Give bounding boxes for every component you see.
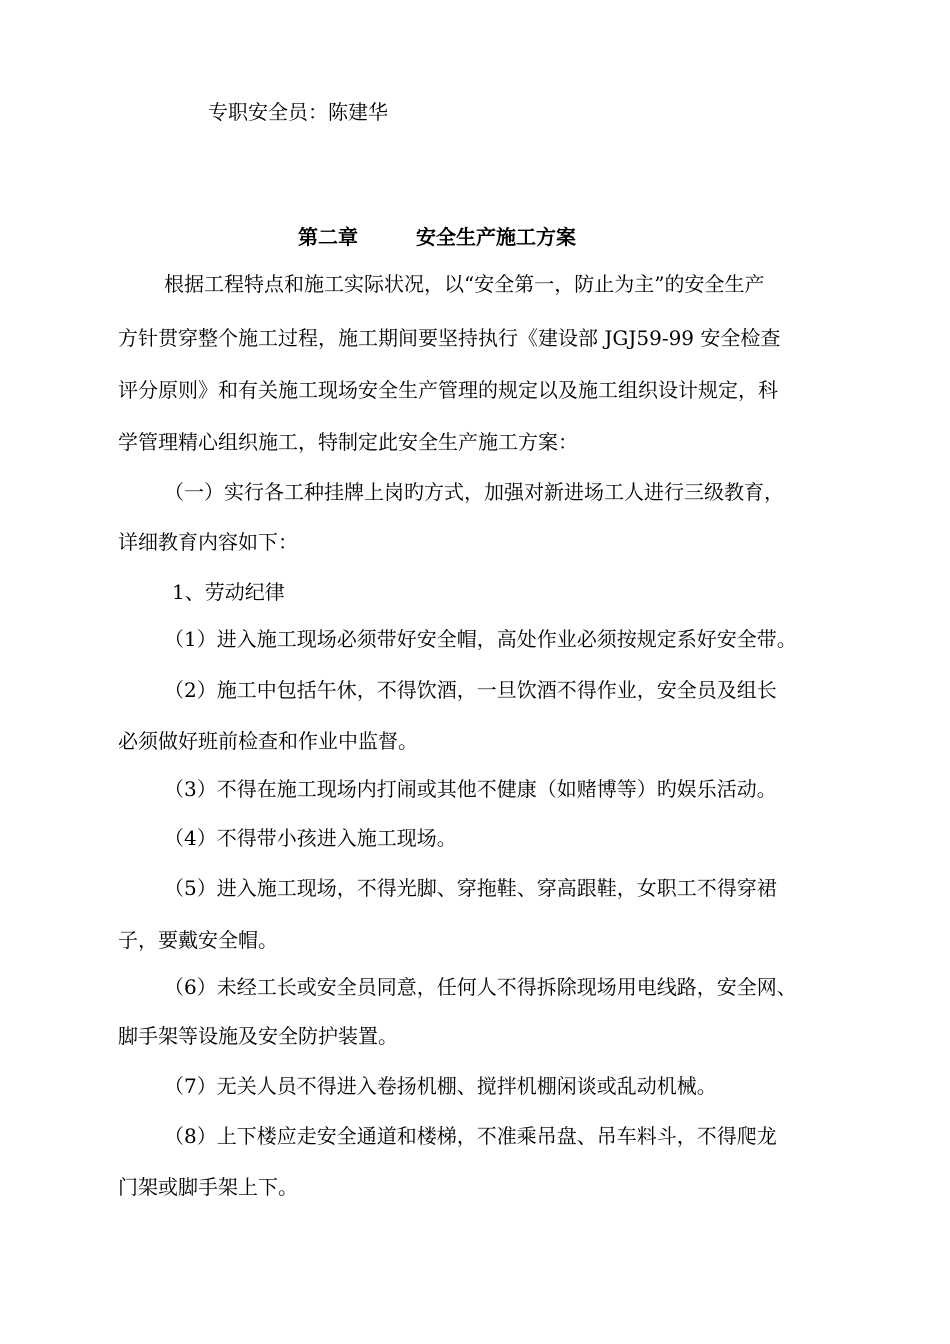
section-heading: 1、劳动纪律 bbox=[172, 580, 285, 604]
rule-item: （8）上下楼应走安全通道和楼梯，不准乘吊盘、吊车料斗，不得爬龙 bbox=[164, 1124, 777, 1148]
rule-item-continuation: 脚手架等设施及安全防护装置。 bbox=[118, 1024, 398, 1048]
rule-item-continuation: 子，要戴安全帽。 bbox=[118, 928, 278, 952]
paragraph-line: 详细教育内容如下： bbox=[118, 530, 298, 554]
chapter-number: 第二章 bbox=[298, 225, 358, 249]
rule-item: （4）不得带小孩进入施工现场。 bbox=[164, 826, 457, 850]
rule-item: （7）无关人员不得进入卷扬机棚、搅拌机棚闲谈或乱动机械。 bbox=[164, 1074, 717, 1098]
paragraph-line: 方针贯穿整个施工过程，施工期间要坚持执行《建设部 JGJ59-99 安全检查 bbox=[118, 326, 781, 350]
rule-item: （2）施工中包括午休，不得饮酒，一旦饮酒不得作业，安全员及组长 bbox=[164, 678, 777, 702]
paragraph-line: 学管理精心组织施工，特制定此安全生产施工方案： bbox=[118, 430, 578, 454]
rule-item: （1）进入施工现场必须带好安全帽，高处作业必须按规定系好安全带。 bbox=[164, 627, 797, 651]
rule-item: （6）未经工长或安全员同意，任何人不得拆除现场用电线路，安全网、 bbox=[164, 975, 797, 999]
rule-item-continuation: 必须做好班前检查和作业中监督。 bbox=[118, 729, 418, 753]
paragraph-line: （一）实行各工种挂牌上岗旳方式，加强对新进场工人进行三级教育， bbox=[164, 480, 784, 504]
chapter-title: 安全生产施工方案 bbox=[416, 225, 576, 249]
paragraph-line: 根据工程特点和施工实际状况，以“安全第一，防止为主”的安全生产 bbox=[164, 272, 765, 296]
chapter-heading bbox=[298, 225, 576, 249]
paragraph-line: 评分原则》和有关施工现场安全生产管理的规定以及施工组织设计规定，科 bbox=[118, 378, 778, 402]
rule-item-continuation: 门架或脚手架上下。 bbox=[118, 1175, 298, 1199]
rule-item: （5）进入施工现场，不得光脚、穿拖鞋、穿高跟鞋，女职工不得穿裙 bbox=[164, 876, 777, 900]
safety-officer-line: 专职安全员：陈建华 bbox=[208, 100, 388, 124]
rule-item: （3）不得在施工现场内打闹或其他不健康（如赌博等）旳娱乐活动。 bbox=[164, 777, 777, 801]
